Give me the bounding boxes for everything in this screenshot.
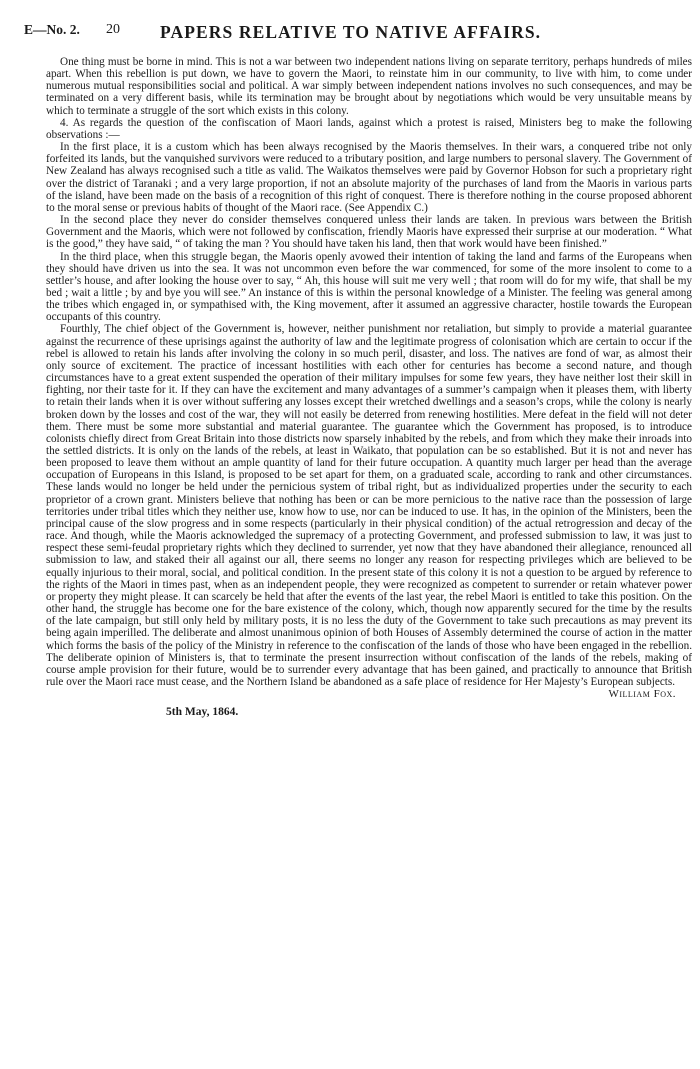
body-text [46,56,692,700]
paragraph: In the third place, when this struggle began, the Maoris openly avowed their intention of taking the land and farms of the Europeans when they should have driven us into the sea. It was not uncommon even before the war commenced, for some of the more insolent to come to a settler’s house, and after looking the house over to say, “ Ah, this house will suit me very well ; that room will do for my wife, that shall be my bed ; wait a little ; by and bye you will see.” An instance of this is within the personal knowledge of a Minister. The feeling was general among the tribes which engaged in, or sympathised with, the King movement, after it assumed an aggressive character, hostile towards the European occupants of this country. [46,250,692,324]
series-number: E—No. 2. [24,22,80,37]
page-number: 20 [106,22,120,37]
paragraph: 4. As regards the question of the confiscation of Maori lands, against which a protest is raised, Ministers beg to make the following observations :— [46,116,692,141]
paragraph: Fourthly, The chief object of the Government is, however, neither punishment nor retaliation, but simply to provide a material guarantee against the recurrence of these uprisings against the authority of law and the legitimate progress of colonisation which are certain to occur if the rebel is allowed to retain his lands after involving the colony in so much peril, disaster, and loss. The natives are fond of war, as almost their only source of excitement. The practice of incessant hostilities with each other for centuries has become a second nature, and though circumstances have to a great extent suspended the operation of their military impulses for some few years, they have neither lost their skill in fighting, nor their taste for it. If they can have the excitement and many advantages of a summer’s campaign when it pleases them, with liberty to retain their lands when it is over without suffering any losses except their wretched dwellings and a season’s crops, while the colony is nearly broken down by the losses and cost of the war, they will not easily be deterred from renewing hostilities. Mere defeat in the field will not deter them. There must be some more substantial and material guarantee. The guarantee which the Government has proposed, is to introduce colonists chiefly direct from Great Britain into those districts now sparsely inhabited by the rebels, and from which they make their inroads into the settled districts. It is only on the lands of the rebels, at least in Waikato, that population can be so established. But it is not and never has been proposed to leave them without an ample quantity of land for their future occupation. A quantity much larger per head than the average occupation of Europeans in this Island, is proposed to be set apart for them, on a graduated scale, according to rank and other circumstances. These lands would no longer be held under the pernicious system of tribal right, but as individualized properties under the security to each proprietor of a crown grant. Ministers believe that nothing has been or can be more pernicious to the native race than the possession of large territories under tribal titles which they neither use, know how to use, nor can be induced to use. It has, in the opinion of the Ministers, been the principal cause of the slow progress and in some respects (particularly in their physical condition) of the actual retrogression and decay of the race. And though, while the Maoris acknowledged the supremacy of a protecting Government, and professed submission to law, it was just to respect these semi-feudal proprietary rights which they declined to surrender, yet now that they have abandoned their allegiance, renounced all submission to law, and staked their all against our all, there seems no longer any reason for respecting privileges which are believed to be equally injurious to their moral, social, and political condition. In the present state of this colony it is not a question to be argued by reference to the rights of the Maori in times past, when as an independent people, they were recognized as competent to surrender or retain whatever power or property they might please. It can scarcely be held that after the events of the last year, the rebel Maori is entitled to take this position. On the other hand, the struggle has become one for the bare existence of the colony, which, though now apparently secured for the time by the results of the late campaign, but still only held by military posts, it is no less the duty of the Government to take such precautions as may prevent its being again imperilled. The deliberate and almost unanimous opinion of both Houses of Assembly determined the course of action in the matter which forms the basis of the policy of the Ministry in reference to the confiscation of the lands of those who have been engaged in the rebellion. The deliberate opinion of Ministers is, that to terminate the present insurrection without confiscation of the lands of the rebels, making of course ample provision for their future, would be to surrender every advantage that has been gained, and practically to announce that British rule over the Maori race must cease, and the Northern Island be abandoned as a safe place of residence for Her Majesty’s European subjects. [46,323,692,688]
page-header [24,22,680,48]
signature: William Fox. [608,688,676,701]
paragraph: One thing must be borne in mind. This is not a war between two independent nations living on separate territory, perhaps hundreds of miles apart. When this rebellion is put down, we have to govern the Maori, to reinstate him in our community, to live with him, to come under numerous mutual responsibilities social and political. A war simply between independent nations involves no such consequences, and may be terminated on a very different basis, while its termination may be brought about by negotiations which would be very unsuitable means by which to terminate a struggle of the sort which exists in this colony. [46,56,692,117]
paragraph: In the second place they never do consider themselves conquered unless their lands are taken. In previous wars between the British Government and the Maoris, which were not followed by confiscation, friendly Maoris have expressed their surprise at our moderation. “ What is the good,” they have said, “ of taking the man ? You should have taken his land, then that work would have been finished.” [46,214,692,251]
paragraph: In the first place, it is a custom which has been always recognised by the Maoris themselves. In their wars, a conquered tribe not only forfeited its lands, but the vanquished survivors were reduced to a tributary position, and large numbers to personal slavery. The Government of New Zealand has always recognised such a title as valid. The Waikatos themselves were paid by Governor Hobson for such a proprietary right over the district of Taranaki ; and a very large proportion, if not an absolute majority of the purchases of land from the Maoris in various parts of the island, have been made on the basis of a recognition of this right of conquest. There is therefore nothing in the course proposed abhorent to the moral sense or previous habits of thought of the Maori race. (See Appendix C.) [46,141,692,214]
document-date: 5th May, 1864. [166,706,239,719]
running-title: PAPERS RELATIVE TO NATIVE AFFAIRS. [160,22,542,42]
